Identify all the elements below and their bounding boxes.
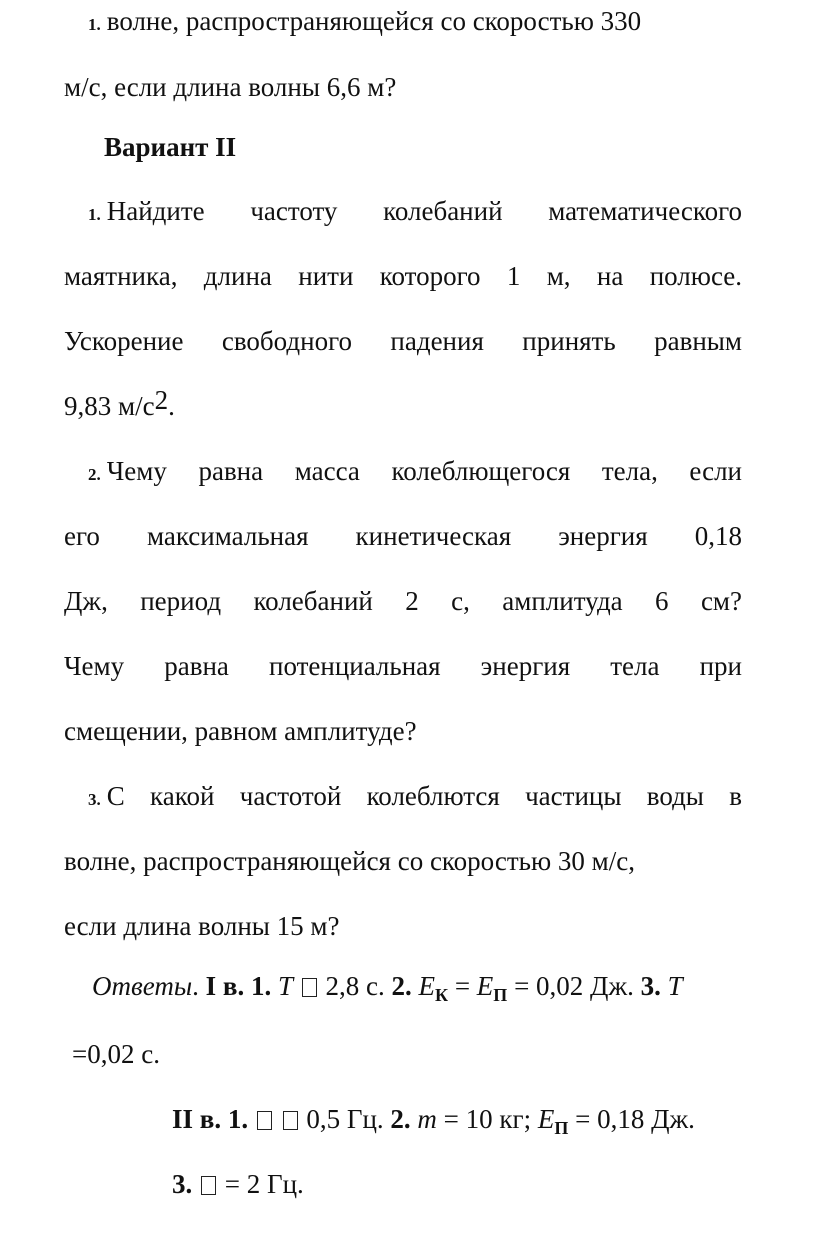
answer-2-value: = 0,02 Дж. xyxy=(507,971,634,1001)
prev-question-line-1 xyxy=(88,4,641,42)
answer-1-var: T xyxy=(277,971,294,1001)
missing-glyph-icon xyxy=(283,1111,298,1130)
answer-b1-value: 0,5 Гц. xyxy=(306,1104,384,1134)
missing-glyph-icon xyxy=(201,1176,216,1195)
answer-1-number: 1. xyxy=(250,971,272,1001)
q1-line-3: Ускорение свободного падения принять равным xyxy=(64,326,742,356)
q2-line-1 xyxy=(88,454,742,492)
q3-line-3: если длина волны 15 м? xyxy=(64,911,340,941)
q2-line-5: смещении, равном амплитуде? xyxy=(64,716,417,746)
answer-2-number: 2. xyxy=(391,971,412,1001)
answers-line-3 xyxy=(172,1102,695,1139)
answers-variant-1: I в. xyxy=(205,971,245,1001)
answer-2-eq: = xyxy=(448,971,477,1001)
answer-2-sub-2: П xyxy=(493,985,508,1005)
answer-b2-var: m xyxy=(417,1104,437,1134)
answer-3-var: T xyxy=(667,971,683,1001)
prev-question-line-2 xyxy=(64,70,396,104)
prev-question-text-1: волне, распространяющейся со скоростью 330 xyxy=(106,6,642,36)
answer-1-value: 2,8 с. xyxy=(325,971,385,1001)
answer-2-sub-1: К xyxy=(435,985,449,1005)
missing-glyph-icon xyxy=(302,978,317,997)
answers-dot: . xyxy=(192,971,206,1001)
answers-label: Ответы xyxy=(92,971,193,1001)
answers-variant-2: II в. xyxy=(172,1104,222,1134)
answer-3-number: 3. xyxy=(640,971,661,1001)
variant-heading: Вариант II xyxy=(104,132,237,162)
answers-line-4 xyxy=(172,1167,304,1201)
q2-number: 2. xyxy=(88,465,101,484)
q1-text-4-end: . xyxy=(168,391,175,421)
q1-line-2: маятника, длина нити которого 1 м, на полюсе. xyxy=(64,261,742,291)
answer-2-var-2: E xyxy=(476,971,494,1001)
prev-question-text-2: м/с, если длина волны 6,6 м? xyxy=(64,72,397,102)
q1-superscript: 2 xyxy=(154,385,169,415)
q3-line-2: волне, распространяющейся со скоростью 30 м/с, xyxy=(64,846,635,876)
answer-b3-value: = 2 Гц. xyxy=(218,1169,304,1199)
q3-line-1 xyxy=(88,779,742,817)
answer-b2-var-2: E xyxy=(537,1104,555,1134)
q1-text-4: 9,83 м/с xyxy=(64,391,155,421)
missing-glyph-icon xyxy=(257,1111,272,1130)
answer-b2-sub: П xyxy=(554,1118,569,1138)
prev-question-number: 1. xyxy=(88,15,101,34)
answers-line-1 xyxy=(92,969,683,1006)
q2-line-4: Чему равна потенциальная энергия тела при xyxy=(64,651,742,681)
q3-text-1: С какой частотой колеблются частицы воды в xyxy=(106,781,742,811)
q1-line-4 xyxy=(64,385,175,423)
answer-b2-value-2: = 0,18 Дж. xyxy=(568,1104,695,1134)
answer-2-var-1: E xyxy=(418,971,435,1001)
answer-b2-value: = 10 кг; xyxy=(436,1104,532,1134)
answer-b3-number: 3. xyxy=(172,1169,193,1199)
q1-number: 1. xyxy=(88,205,101,224)
q2-line-2: его максимальная кинетическая энергия 0,18 xyxy=(64,521,742,551)
q2-line-3: Дж, период колебаний 2 с, амплитуда 6 см? xyxy=(64,586,742,616)
q2-text-1: Чему равна масса колеблющегося тела, если xyxy=(106,456,742,486)
q1-line-1 xyxy=(88,194,742,232)
q1-text-1: Найдите частоту колебаний математического xyxy=(106,196,742,226)
answer-b1-number: 1. xyxy=(227,1104,249,1134)
answers-line-2: =0,02 с. xyxy=(72,1039,160,1069)
q3-number: 3. xyxy=(88,790,101,809)
answer-b2-number: 2. xyxy=(390,1104,411,1134)
